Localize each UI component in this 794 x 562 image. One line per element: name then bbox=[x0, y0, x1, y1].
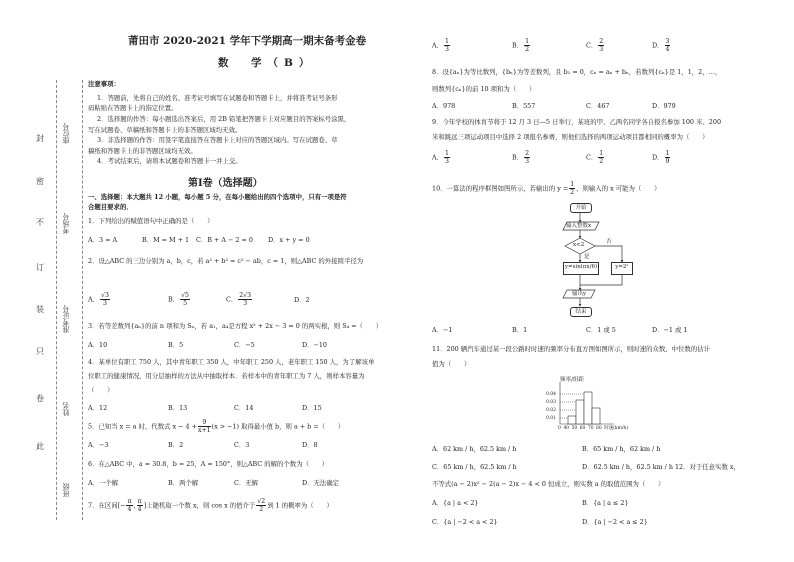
q10-option-d: D．−1 或 1 bbox=[652, 326, 688, 334]
q3-option-b: B．5 bbox=[168, 341, 184, 349]
q5-option-b: B．2 bbox=[168, 441, 184, 449]
q11-option-a: A．62 km / h，62.5 km / h bbox=[432, 445, 517, 453]
hist-ytick: 0.02 bbox=[546, 408, 557, 413]
question-9-stem: 9．今年学校的体育节将于 12 月 3 日—5 日举行，某班的甲、乙两名同学各自报名参加 100 米、200 bbox=[432, 118, 722, 126]
q12-option-c: C．{a | −2 < a < 2} bbox=[432, 518, 498, 526]
question-2-stem: 2．设△ABC 的三边分别为 a，b，c，若 a² + b² = c² − ab，c = 1，则△ABC 的外接圆半径为 bbox=[88, 257, 364, 265]
histogram-ylabel: 频率/组距 bbox=[560, 377, 584, 383]
q3-option-a: A．10 bbox=[88, 341, 108, 349]
question-10-stem: 10．一算法的程序框图如图所示，若输出的 y = $\frac{1}{2}$ ，则输入的 x 可能为（ ） bbox=[432, 181, 661, 196]
section-intro: 一、选择题：本大题共 12 小题，每小题 5 分，在每小题给出的四个选项中，只有一项是符 bbox=[88, 193, 347, 201]
seal-char: 此 bbox=[36, 442, 44, 451]
q1-option-c: C．B + A − 2 = 0 bbox=[196, 236, 253, 244]
q6-option-a: A．一个解 bbox=[88, 479, 119, 487]
flow-left-process: y=sin(πx/6) bbox=[563, 262, 599, 275]
hist-xtick: 40 bbox=[563, 426, 570, 431]
admission-number-field: 准考证号 bbox=[62, 305, 70, 333]
question-5-stem: 5．已知当 x = a 时，代数式 x − 4 + $\frac{9}{x+1}$ (x > −1) 取得最小值 b，则 a + b =（ ） bbox=[88, 419, 345, 434]
q2-option-d: D．2 bbox=[294, 296, 310, 304]
q2-option-b: B． $\frac{√5}{5}$ bbox=[168, 292, 189, 307]
exam-title: 莆田市 2020-2021 学年下学期高一期末备考金卷 bbox=[128, 35, 367, 47]
hist-xtick: 50 bbox=[571, 426, 578, 431]
question-4-stem: （ ） bbox=[88, 386, 114, 394]
hist-xunit: 时速(km/h) bbox=[604, 426, 629, 431]
hist-ytick: 0.04 bbox=[546, 392, 557, 397]
histogram-bar bbox=[592, 408, 600, 424]
flow-right-process: y=2ˣ bbox=[611, 262, 633, 275]
question-6-stem: 6．在△ABC 中，a = 30.8，b = 25，A = 150°，则△ABC 的解的个数为（ ） bbox=[88, 460, 329, 468]
question-11-stem: 11．200 辆汽车通过某一段公路时时速的频率分布直方图如图所示，则时速的众数、中位数的估计 bbox=[432, 345, 710, 353]
histogram-plot bbox=[556, 380, 616, 426]
q4-option-b: B．13 bbox=[168, 404, 188, 412]
q10-option-b: B．1 bbox=[512, 326, 528, 334]
hist-xtick: 80 bbox=[596, 426, 602, 431]
q1-option-d: D．x + y = 0 bbox=[268, 236, 310, 244]
question-8-stem: 8．设{aₙ}为等比数列，{bₙ}为等差数列，且 b₁ = 0，cₙ = aₙ + bₙ，若数列{cₙ}是 1，1，2，…， bbox=[432, 68, 722, 76]
binding-dashed-line-2 bbox=[82, 80, 83, 520]
q8-option-d: D．979 bbox=[652, 102, 676, 110]
flow-start: 开始 bbox=[570, 203, 592, 213]
notice-line: 稿纸和答题卡上的非答题区域均无效。 bbox=[88, 147, 197, 155]
notice-line: 4．考试结束后，请将本试题卷和答题卡一并上交。 bbox=[97, 157, 242, 165]
question-9-stem: 米和跳远三项运动项目中选择 2 项报名参赛，则他们选择的两项运动项目都相同的概率为（ ） bbox=[432, 133, 709, 141]
q4-option-a: A．12 bbox=[88, 404, 108, 412]
seal-char: 封 bbox=[36, 134, 44, 143]
section-intro: 合题目要求的． bbox=[88, 203, 133, 211]
binding-dashed-line bbox=[56, 80, 57, 520]
question-1-stem: 1．下列给出的赋值语句中正确的是（ ） bbox=[88, 217, 214, 225]
hist-xtick: 60 bbox=[579, 426, 586, 431]
q8-option-c: C．467 bbox=[586, 102, 610, 110]
section-title: 第Ⅰ卷（选择题） bbox=[188, 178, 263, 189]
hist-ytick: 0.03 bbox=[546, 400, 557, 405]
question-3-stem: 3．若等差数列{aₙ}的前 n 项和为 Sₙ，若 a₁，a₄是方程 x² + 2x − 3 = 0 的两实根，则 S₄ =（ ） bbox=[88, 322, 383, 330]
q2-option-c: C． $\frac{2√3}{3}$ bbox=[226, 292, 252, 307]
q6-option-c: C．无解 bbox=[234, 479, 259, 487]
q12-option-b: B．{a | a ≤ 2} bbox=[582, 499, 629, 507]
q12-option-d: D．{a | −2 < a ≤ 2} bbox=[582, 518, 648, 526]
hist-xticks bbox=[558, 425, 628, 431]
q1-option-b: B．M = M + 1 bbox=[142, 236, 190, 244]
hist-xtick: 70 bbox=[587, 426, 594, 431]
flow-condition: x<2 bbox=[573, 242, 585, 248]
hist-ytick: 0.01 bbox=[546, 416, 557, 421]
seat-number-field: 座位号 bbox=[62, 123, 70, 144]
notice-line: 码粘贴在答题卡上的指定位置。 bbox=[88, 104, 178, 112]
histogram-bar bbox=[584, 392, 592, 424]
q9-option-c: C． $\frac{1}{2}$ bbox=[586, 150, 604, 165]
flowchart-connectors bbox=[540, 195, 650, 325]
question-4-stem: 4．某单位有职工 750 人，其中青年职工 350 人，中年职工 250 人，老年职工 150 人，为了解该单 bbox=[88, 358, 375, 366]
notice-line: 3．非选择题的作答：用签字笔直接答在答题卡上对应的答题区域内。写在试题卷、草 bbox=[97, 136, 338, 144]
q2-option-a: A． $\frac{√3}{3}$ bbox=[88, 292, 109, 307]
question-12-stem: 不等式(a − 2)x² − 2(a − 2)x − 4 < 0 恒成立，则实数 a 的取值范围为（ ） bbox=[432, 480, 665, 488]
question-11-stem: 值为（ ） bbox=[432, 360, 471, 368]
q4-option-c: C．14 bbox=[234, 404, 254, 412]
question-8-stem: 则数列{cₙ}的前 10 项和为（ ） bbox=[432, 85, 536, 93]
question-7-stem: 7．在区间[− $\frac{\pi}{4}$ , $\frac{\pi}{4}$ ]上随机取一个数 x，则 cos x 的值介于 $\frac{√2}{2}$ 到 1 的概率为（ ） bbox=[88, 498, 333, 513]
q4-option-d: D．15 bbox=[302, 404, 322, 412]
q3-option-d: D．−10 bbox=[302, 341, 328, 349]
seal-char: 卷 bbox=[36, 394, 44, 403]
flow-output: 输出y bbox=[572, 291, 587, 297]
seal-char: 只 bbox=[36, 347, 44, 356]
q8-option-b: B．557 bbox=[512, 102, 536, 110]
q9-option-b: B． $\frac{2}{3}$ bbox=[512, 150, 530, 165]
seal-char: 密 bbox=[36, 177, 44, 186]
histogram-bar bbox=[568, 416, 576, 424]
notice-line: 1．答题前，先将自己的姓名、准考证号填写在试题卷和答题卡上，并将准考证号条形 bbox=[97, 94, 338, 102]
name-field: 姓名 bbox=[62, 402, 70, 416]
seal-char: 装 bbox=[36, 305, 44, 314]
q7-option-d: D． $\frac{3}{4}$ bbox=[652, 38, 670, 53]
flow-yes-label: 是 bbox=[584, 254, 590, 260]
hist-xtick: 0 bbox=[558, 426, 561, 431]
q11-option-b: B．65 km / h，62 km / h bbox=[582, 445, 661, 453]
subject-title: 数 学（B） bbox=[218, 57, 316, 69]
q6-option-d: D．无法确定 bbox=[302, 479, 340, 487]
q7-option-b: B． $\frac{1}{2}$ bbox=[512, 38, 530, 53]
notice-heading: 注意事项： bbox=[88, 80, 120, 88]
q9-option-a: A． $\frac{1}{3}$ bbox=[432, 150, 449, 165]
q5-option-a: A．−3 bbox=[88, 441, 109, 449]
q12-option-a: A．{a | a < 2} bbox=[432, 499, 479, 507]
q6-option-b: B．两个解 bbox=[168, 479, 199, 487]
q10-option-a: A．−1 bbox=[432, 326, 453, 334]
q7-option-a: A． $\frac{1}{3}$ bbox=[432, 38, 449, 53]
flow-no-label: 否 bbox=[606, 239, 612, 245]
q9-option-d: D． $\frac{1}{9}$ bbox=[652, 150, 670, 165]
question-4-stem: 位职工的健康情况，用分层抽样的方法从中抽取样本．若样本中的青年职工为 7 人，则样本容量为 bbox=[88, 372, 365, 380]
seal-char: 不 bbox=[36, 218, 44, 227]
q10-option-c: C．1 或 5 bbox=[586, 326, 616, 334]
histogram-bar bbox=[576, 400, 584, 424]
class-field: 班级 bbox=[62, 483, 70, 497]
q3-option-c: C．−5 bbox=[234, 341, 255, 349]
notice-line: 2．选择题的作答：每小题选出答案后，用 2B 铅笔把答题卡上对应题目的答案标号涂黑， bbox=[97, 115, 351, 123]
q11-option-d: D．62.5 km / h，62.5 km / h 12．对于任意实数 x， bbox=[582, 463, 740, 471]
flow-end: 结束 bbox=[570, 307, 592, 317]
q11-option-c: C．65 km / h，62.5 km / h bbox=[432, 463, 517, 471]
q1-option-a: A．3 = A bbox=[88, 236, 118, 244]
seal-char: 订 bbox=[36, 263, 44, 272]
q7-option-c: C． $\frac{2}{3}$ bbox=[586, 38, 604, 53]
q5-option-d: D．8 bbox=[302, 441, 318, 449]
q8-option-a: A．978 bbox=[432, 102, 456, 110]
exam-room-field: 考场号 bbox=[62, 213, 70, 234]
q5-option-c: C．3 bbox=[234, 441, 250, 449]
notice-line: 写在试题卷、草稿纸和答题卡上的非答题区域均无效。 bbox=[88, 126, 242, 134]
flow-input: 输入整数x bbox=[566, 223, 592, 229]
